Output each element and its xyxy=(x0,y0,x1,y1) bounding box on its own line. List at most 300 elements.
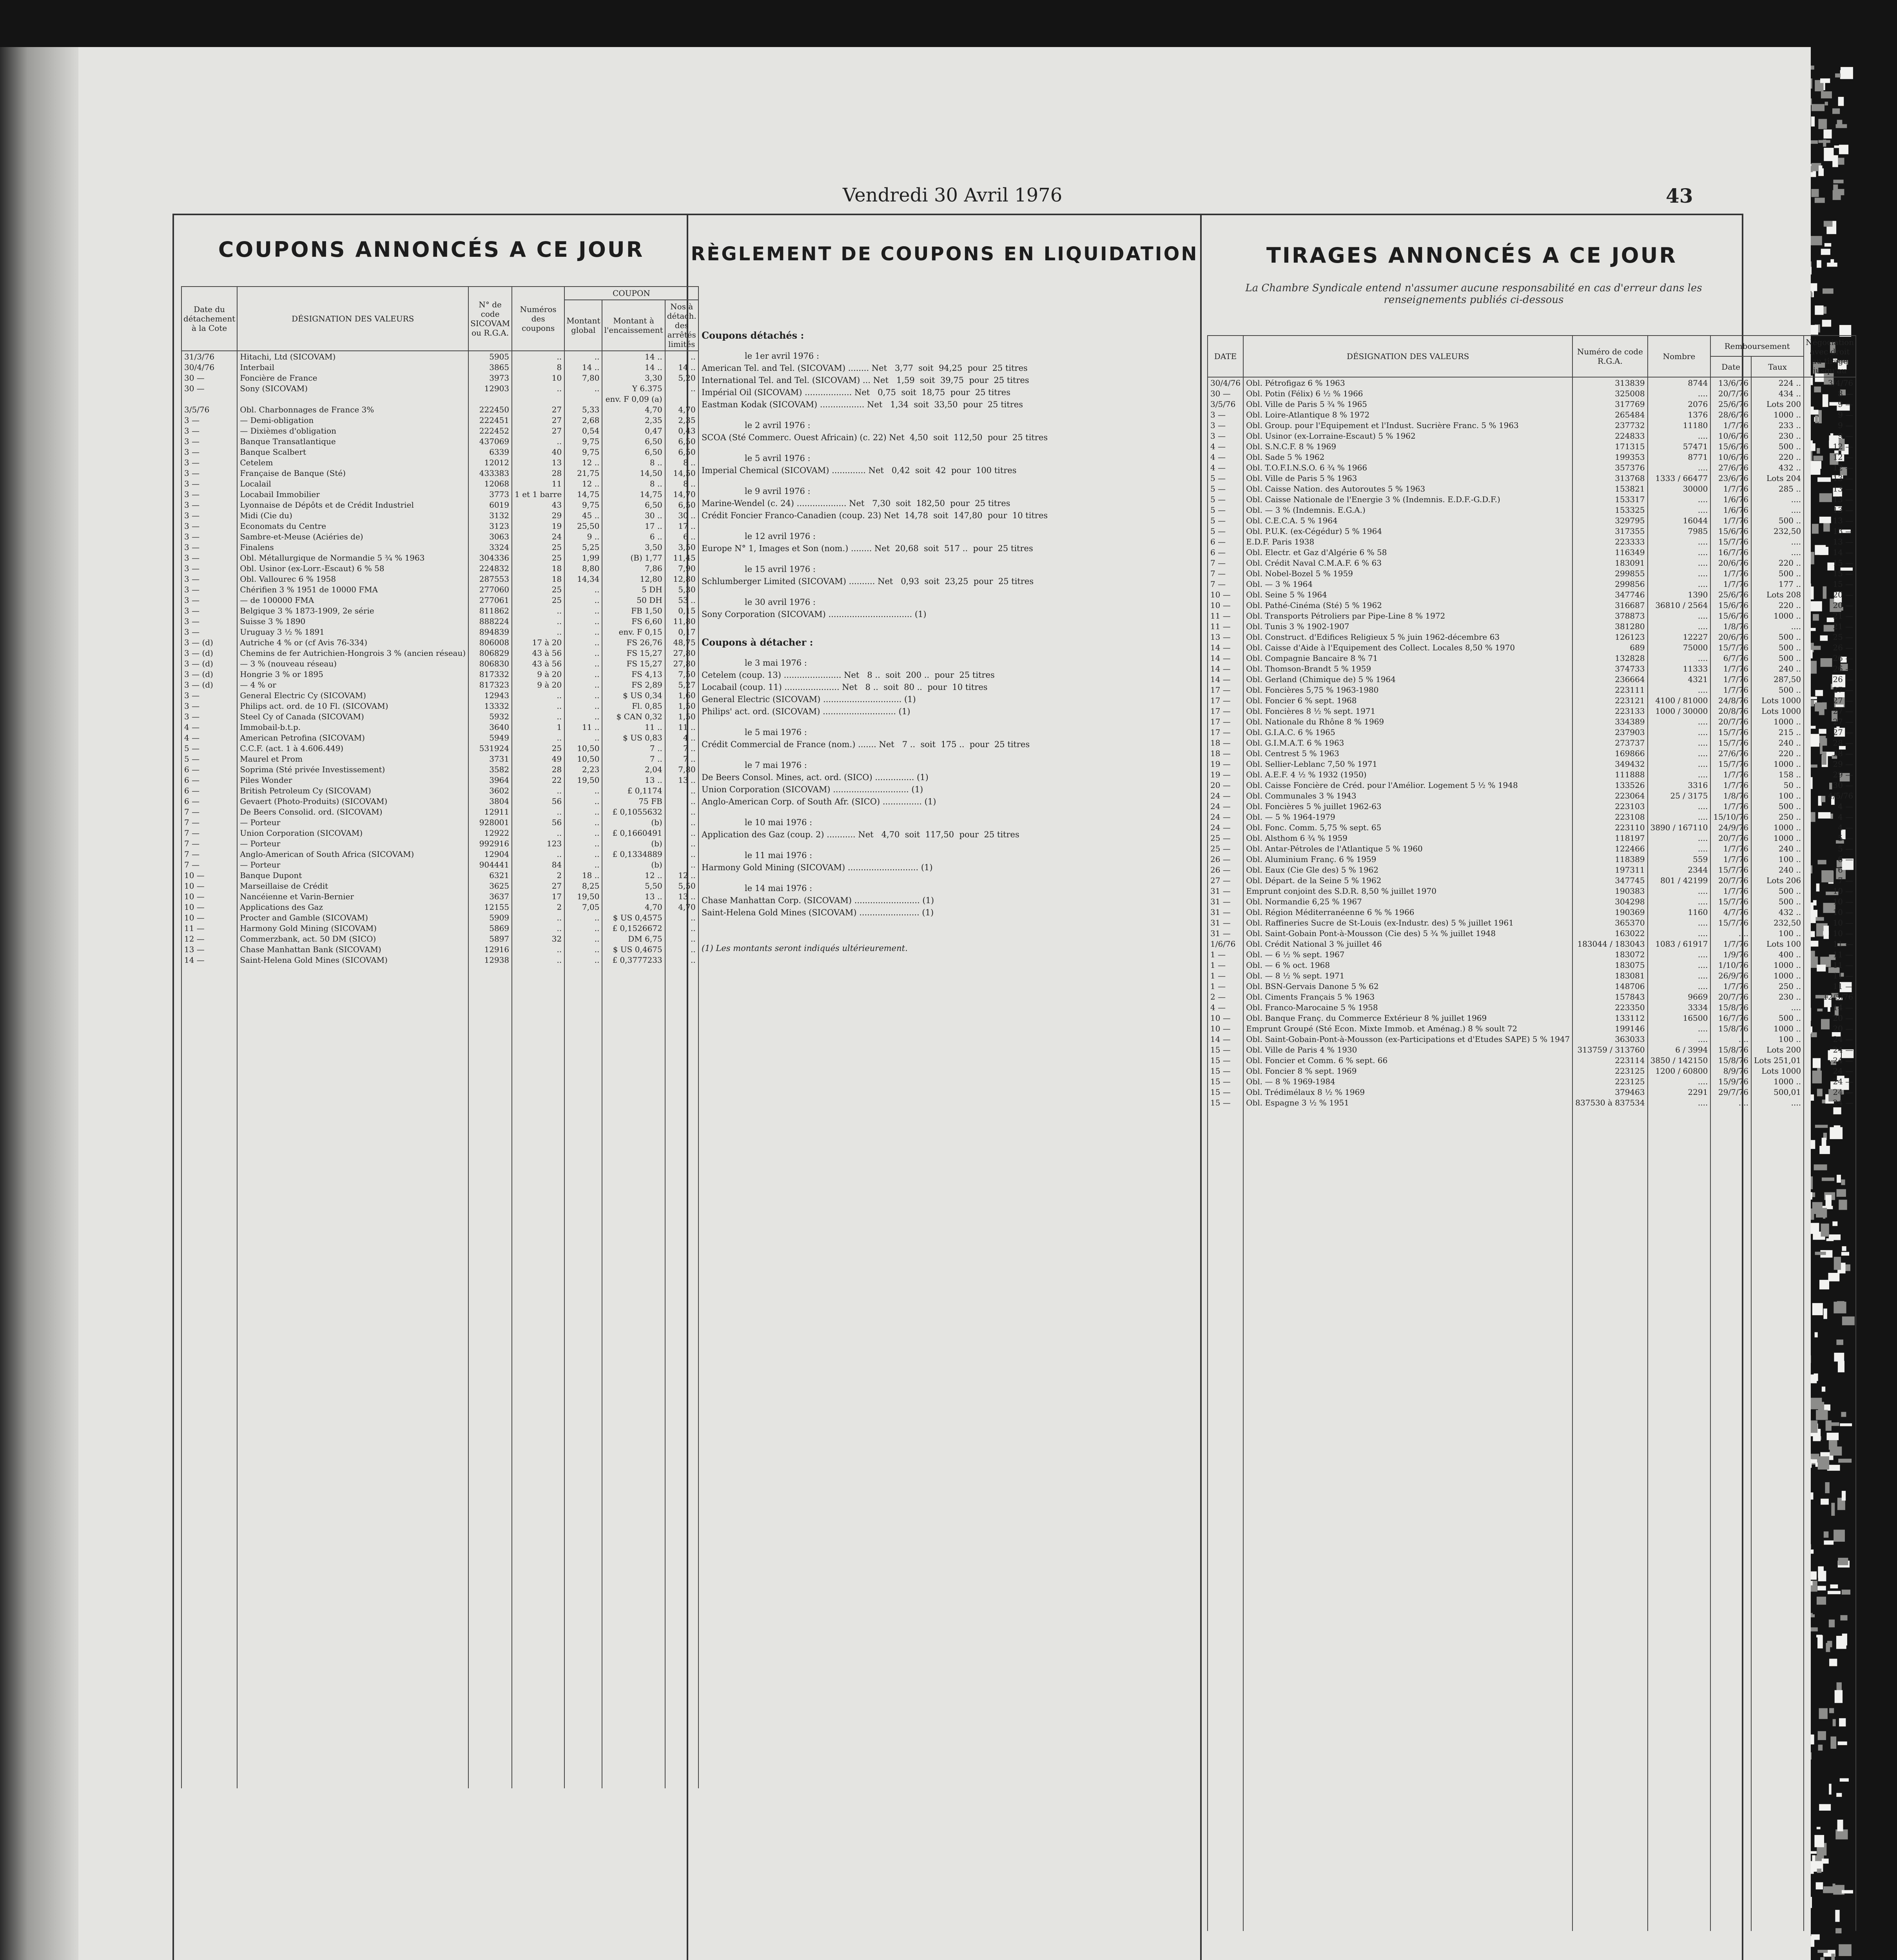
table-cell: .. xyxy=(665,912,698,923)
scan-speck xyxy=(1820,78,1830,83)
table-cell: 10 xyxy=(512,372,564,383)
table-cell: 1000 .. xyxy=(1751,759,1804,769)
table-cell: 13/6/76 xyxy=(1710,377,1751,388)
table-cell: 5 — xyxy=(1208,526,1243,536)
table-cell: .. xyxy=(564,605,602,616)
table-cell: .. xyxy=(564,584,602,595)
table-cell: 111888 xyxy=(1572,769,1647,780)
table-cell: 437069 xyxy=(468,436,512,446)
table-cell: 30 .. xyxy=(602,510,665,521)
table-cell: 84 xyxy=(512,859,564,870)
table-cell xyxy=(665,394,698,404)
table-cell: 277061 xyxy=(468,595,512,605)
table-cell: Obl. BSN-Gervais Danone 5 % 62 xyxy=(1243,981,1572,991)
table-cell: Obl. Aluminium Franç. 6 % 1959 xyxy=(1243,854,1572,864)
table-cell: 6,50 xyxy=(665,446,698,457)
table-cell: 1/8/76 xyxy=(1710,621,1751,632)
table-cell: 15 — xyxy=(1208,1055,1243,1065)
table-row xyxy=(1208,938,1856,949)
table-row xyxy=(1208,695,1856,706)
table-cell: 237732 xyxy=(1572,420,1647,430)
table-cell: (B) 1,77 xyxy=(602,552,665,563)
scan-speck xyxy=(1823,289,1834,294)
table-row xyxy=(1208,1044,1856,1055)
table-cell: 12227 xyxy=(1648,632,1711,642)
table-cell: 14,50 xyxy=(665,468,698,478)
table-cell: 17 — xyxy=(1208,706,1243,716)
table-cell: 1/7/76 xyxy=(1710,420,1751,430)
scan-speck xyxy=(1824,243,1831,247)
table-cell: 313768 xyxy=(1572,473,1647,483)
table-cell: .... xyxy=(1648,928,1711,938)
table-cell: 1390 xyxy=(1648,589,1711,600)
table-cell: Lots 100 xyxy=(1751,938,1804,949)
table-cell: 17 — xyxy=(1208,716,1243,727)
table-cell: 6 — xyxy=(1208,547,1243,557)
table-cell: .... xyxy=(1648,917,1711,928)
table-cell: 4 — xyxy=(1208,1002,1243,1013)
table-cell: 3773 xyxy=(468,489,512,499)
table-row xyxy=(1208,759,1856,769)
table-row xyxy=(1208,1065,1856,1076)
table-cell: Cetelem xyxy=(237,457,468,468)
table-cell: .. xyxy=(512,806,564,817)
table-cell: 4 — xyxy=(1804,822,1856,833)
table-cell: 15 — xyxy=(1804,568,1856,579)
table-row xyxy=(1208,960,1856,970)
table-cell: 10 — xyxy=(1208,1023,1243,1034)
table-cell: 5909 xyxy=(468,912,512,923)
table-cell: 3 — xyxy=(181,510,237,521)
table-cell: 11 — xyxy=(1804,949,1856,960)
table-cell: 118197 xyxy=(1572,833,1647,843)
table-cell: — 4 % or xyxy=(237,679,468,690)
table-row xyxy=(1208,494,1856,505)
table-cell: 14 — xyxy=(1804,547,1856,557)
table-cell: 19,50 xyxy=(564,775,602,785)
list-item: De Beers Consol. Mines, act. ord. (SICO) ............... (1) xyxy=(702,773,929,782)
table-cell: 24 — xyxy=(1208,790,1243,801)
table-cell: 299856 xyxy=(1572,579,1647,589)
table-cell: 8 .. xyxy=(602,478,665,489)
table-cell: .. xyxy=(512,849,564,859)
table-cell: .... xyxy=(1751,621,1804,632)
table-cell: 220 .. xyxy=(1751,748,1804,759)
table-cell: Obl. Crédit National 3 % juillet 46 xyxy=(1243,938,1572,949)
table-row xyxy=(1208,430,1856,441)
table-cell: 14,75 xyxy=(564,489,602,499)
table-cell: 5,50 xyxy=(602,880,665,891)
table-row xyxy=(181,351,698,362)
table-cell: 11 — xyxy=(1208,610,1243,621)
table-cell: Obl. Alsthom 6 ¾ % 1959 xyxy=(1243,833,1572,843)
table-cell: 16/7/76 xyxy=(1710,547,1751,557)
table-cell: 7,86 xyxy=(602,563,665,573)
table-row xyxy=(181,436,698,446)
table-cell: 250 .. xyxy=(1751,981,1804,991)
table-cell: 25 xyxy=(512,743,564,753)
table-cell: 434 .. xyxy=(1751,388,1804,399)
scan-speck xyxy=(1835,73,1841,77)
scan-speck xyxy=(1817,260,1821,268)
table-cell: — Porteur xyxy=(237,838,468,849)
table-cell: Obl. Caisse Foncière de Créd. pour l'Amélior. Logement 5 ½ % 1948 xyxy=(1243,780,1572,790)
table-cell: 5,20 xyxy=(665,372,698,383)
table-cell: 3 — xyxy=(181,415,237,425)
table-cell: .. xyxy=(564,626,602,637)
table-row xyxy=(1208,632,1856,642)
table-cell: 400 .. xyxy=(1751,949,1804,960)
table-cell: 9,75 xyxy=(564,436,602,446)
table-cell: Obl. Construct. d'Edifices Religieux 5 % juin 1962-décembre 63 xyxy=(1243,632,1572,642)
list-item: General Electric (SICOVAM) .............................. (1) xyxy=(702,695,916,704)
table-cell: Obl. — 8 % 1969-1984 xyxy=(1243,1076,1572,1087)
table-cell: 347745 xyxy=(1572,875,1647,886)
table-cell: Locabail Immobilier xyxy=(237,489,468,499)
table-cell: 56 xyxy=(512,796,564,806)
table-cell: 171315 xyxy=(1572,441,1647,452)
table-row xyxy=(1208,505,1856,515)
table-cell: 1000 .. xyxy=(1751,960,1804,970)
table-cell: .. xyxy=(512,923,564,933)
tirages-body xyxy=(1208,377,1856,1931)
table-cell: 806830 xyxy=(468,658,512,669)
table-cell: 329795 xyxy=(1572,515,1647,526)
list-item: Impérial Oil (SICOVAM) .................. Net 0,75 soit 18,75 pour 25 titres xyxy=(702,388,1010,397)
scan-speck xyxy=(1833,180,1843,183)
table-cell: $ US 0,4675 xyxy=(602,944,665,955)
table-cell: 6321 xyxy=(468,870,512,880)
table-cell: 10 — xyxy=(181,880,237,891)
table-row xyxy=(181,563,698,573)
table-row xyxy=(181,446,698,457)
scan-speck xyxy=(1839,1944,1852,1956)
table-cell: Soprima (Sté privée Investissement) xyxy=(237,764,468,775)
table-cell: 14 — xyxy=(1208,674,1243,684)
table-cell: .... xyxy=(1648,843,1711,854)
table-cell: 223125 xyxy=(1572,1065,1647,1076)
table-cell: 9 — xyxy=(1804,399,1856,409)
table-row xyxy=(181,711,698,722)
table-cell: 123 xyxy=(512,838,564,849)
table-cell: 3/5/76 xyxy=(181,404,237,415)
table-row xyxy=(1208,854,1856,864)
table-cell: 183075 xyxy=(1572,960,1647,970)
table-cell: General Electric Cy (SICOVAM) xyxy=(237,690,468,701)
table-cell: 3582 xyxy=(468,764,512,775)
table-row xyxy=(181,457,698,468)
scan-speck xyxy=(1818,140,1830,143)
table-cell: 30 — xyxy=(1804,780,1856,790)
table-cell: (b) xyxy=(602,838,665,849)
list-item: American Tel. and Tel. (SICOVAM) ........ Net 3,77 soit 94,25 pour 25 titres xyxy=(702,363,1028,373)
coupons-table xyxy=(181,286,699,1788)
table-cell: 24 — xyxy=(1208,801,1243,811)
table-cell: Lyonnaise de Dépôts et de Crédit Industriel xyxy=(237,499,468,510)
table-cell: 29/7/76 xyxy=(1710,1087,1751,1097)
table-cell: 21 — xyxy=(1804,610,1856,621)
table-cell: 11 — xyxy=(1804,938,1856,949)
table-cell: 163022 xyxy=(1572,928,1647,938)
table-cell: 13 .. xyxy=(665,891,698,902)
table-cell: 500 .. xyxy=(1751,653,1804,663)
col-arretes: Nos à détach. des arrêtés limités xyxy=(665,300,698,351)
table-cell: 223125 xyxy=(1572,1076,1647,1087)
block-date: le 11 mai 1976 : xyxy=(745,851,812,860)
table-cell: .. xyxy=(564,912,602,923)
table-cell: Belgique 3 % 1873-1909, 2e série xyxy=(237,605,468,616)
table-cell: 223111 xyxy=(1572,684,1647,695)
table-cell: 14,75 xyxy=(602,489,665,499)
table-cell: 14 — xyxy=(1804,1002,1856,1013)
table-cell: .... xyxy=(1648,462,1711,473)
table-cell: Obl. Potin (Félix) 6 ½ % 1966 xyxy=(1243,388,1572,399)
scan-speck xyxy=(1811,116,1815,127)
table-cell: 14 — xyxy=(181,955,237,965)
table-row-filler xyxy=(181,965,698,1788)
table-cell: .. xyxy=(564,679,602,690)
table-cell: .. xyxy=(564,648,602,658)
table-cell: 12903 xyxy=(468,383,512,394)
table-cell: 3890 / 167110 xyxy=(1648,822,1711,833)
page-number: 43 xyxy=(1666,184,1693,207)
table-cell: Autriche 4 % or (cf Avis 76-334) xyxy=(237,637,468,648)
scan-speck xyxy=(1818,119,1827,129)
table-cell: 4/5/76 xyxy=(1804,790,1856,801)
table-cell: .... xyxy=(1648,949,1711,960)
table-cell: $ US 0,34 xyxy=(602,690,665,701)
table-cell: 500 .. xyxy=(1751,896,1804,907)
table-cell: 904441 xyxy=(468,859,512,870)
table-cell: 378873 xyxy=(1572,610,1647,621)
table-cell: 363033 xyxy=(1572,1034,1647,1044)
table-cell: .. xyxy=(564,637,602,648)
table-cell: Obl. Ciments Français 5 % 1963 xyxy=(1243,991,1572,1002)
table-cell: 1/6/76 xyxy=(1208,938,1243,949)
block-date: le 30 avril 1976 : xyxy=(745,597,816,607)
table-cell: 5 — xyxy=(1208,473,1243,483)
table-cell: 15/9/76 xyxy=(1710,1076,1751,1087)
table-cell: 12 .. xyxy=(564,478,602,489)
table-cell: Obl. Trédimélaux 8 ½ % 1969 xyxy=(1243,1087,1572,1097)
table-cell: 11333 xyxy=(1648,663,1711,674)
table-row xyxy=(1208,843,1856,854)
scan-speck xyxy=(1824,221,1833,227)
table-cell: 56 xyxy=(512,817,564,828)
table-cell: 223103 xyxy=(1572,801,1647,811)
table-cell: 1000 / 30000 xyxy=(1648,706,1711,716)
table-cell: Obl. P.U.K. (ex-Cégédur) 5 % 1964 xyxy=(1243,526,1572,536)
table-cell: 27 — xyxy=(1804,695,1856,706)
table-cell: .. xyxy=(564,923,602,933)
table-cell: 26 — xyxy=(1208,854,1243,864)
table-cell: .. xyxy=(665,806,698,817)
table-cell: 27 xyxy=(512,880,564,891)
col-t-date: DATE xyxy=(1208,336,1243,377)
scan-speck xyxy=(1821,249,1830,255)
table-cell: 21 — xyxy=(1804,621,1856,632)
table-cell: Obl. Seine 5 % 1964 xyxy=(1243,589,1572,600)
table-cell: 223350 xyxy=(1572,1002,1647,1013)
table-cell: 14,70 xyxy=(665,489,698,499)
table-cell: 27 — xyxy=(1804,716,1856,727)
table-cell: 100 .. xyxy=(1751,928,1804,938)
table-row xyxy=(181,828,698,838)
list-item: Schlumberger Limited (SICOVAM) .......... Net 0,93 soit 23,25 pour 25 titres xyxy=(702,577,1034,586)
table-cell: 15/8/76 xyxy=(1710,1044,1751,1055)
table-cell: 6 — xyxy=(181,785,237,796)
table-cell: .... xyxy=(1648,494,1711,505)
table-cell: .. xyxy=(564,849,602,859)
table-cell: 2 xyxy=(512,902,564,912)
col-t-nombre: Nombre xyxy=(1648,336,1711,377)
table-cell: 3132 xyxy=(468,510,512,521)
scan-speck xyxy=(1830,259,1834,266)
table-cell: .. xyxy=(564,828,602,838)
table-cell: 6,50 xyxy=(665,499,698,510)
table-cell: .. xyxy=(564,944,602,955)
table-cell: 3 — (d) xyxy=(181,669,237,679)
table-cell: 27,80 xyxy=(665,648,698,658)
table-cell: 1/6/76 xyxy=(1710,494,1751,505)
table-cell: FS 26,76 xyxy=(602,637,665,648)
table-cell: 2,35 xyxy=(602,415,665,425)
table-cell: Lots 208 xyxy=(1751,589,1804,600)
table-cell: .. xyxy=(665,933,698,944)
table-cell: 5,25 xyxy=(564,542,602,552)
table-cell: Obl. Usinor (ex-Lorr.-Escaut) 6 % 58 xyxy=(237,563,468,573)
table-cell: 12904 xyxy=(468,849,512,859)
table-cell: 3625 xyxy=(468,880,512,891)
table-cell: 1000 .. xyxy=(1751,409,1804,420)
table-row xyxy=(181,394,698,404)
table-cell: 26 — xyxy=(1804,653,1856,663)
table-cell: 24 — xyxy=(1804,1055,1856,1065)
table-row xyxy=(181,690,698,701)
table-cell: — Porteur xyxy=(237,817,468,828)
table-cell: 13 — xyxy=(1804,505,1856,515)
table-cell: 16500 xyxy=(1648,1013,1711,1023)
table-cell: Obl. Métallurgique de Normandie 5 ¾ % 1963 xyxy=(237,552,468,563)
table-cell: 13 — xyxy=(1804,473,1856,483)
table-cell: 3 — (d) xyxy=(181,658,237,669)
table-cell: 15/6/76 xyxy=(1710,441,1751,452)
table-cell: 6 — xyxy=(181,796,237,806)
table-row xyxy=(1208,1002,1856,1013)
table-row xyxy=(1208,981,1856,991)
table-cell: 223333 xyxy=(1572,536,1647,547)
scan-speck xyxy=(1819,165,1822,174)
table-row xyxy=(1208,1087,1856,1097)
table-cell: 15/7/76 xyxy=(1710,896,1751,907)
table-cell: .... xyxy=(1710,928,1751,938)
table-cell: 7 — xyxy=(181,806,237,817)
table-cell: 6,50 xyxy=(602,446,665,457)
table-cell: 240 .. xyxy=(1751,864,1804,875)
table-cell: 2 xyxy=(512,870,564,880)
table-cell: 12 .. xyxy=(564,457,602,468)
table-cell: 28 — xyxy=(1804,748,1856,759)
table-cell: Obl. — 3 % 1964 xyxy=(1243,579,1572,589)
table-cell: 19 — xyxy=(1208,769,1243,780)
table-cell: 183072 xyxy=(1572,949,1647,960)
table-cell: 4 — xyxy=(1804,801,1856,811)
table-cell-filler xyxy=(1710,1108,1751,1931)
table-cell: 24 — xyxy=(1208,822,1243,833)
table-cell: 3 — xyxy=(181,605,237,616)
table-row xyxy=(181,743,698,753)
block-date: le 7 mai 1976 : xyxy=(745,760,807,770)
table-cell: 3 — xyxy=(181,573,237,584)
table-cell: 17 — xyxy=(1208,695,1243,706)
table-cell: 222451 xyxy=(468,415,512,425)
table-cell: 1/7/76 xyxy=(1710,843,1751,854)
table-cell: 230 .. xyxy=(1751,991,1804,1002)
table-cell: .. xyxy=(665,828,698,838)
table-row xyxy=(181,489,698,499)
table-cell: 8,25 xyxy=(564,880,602,891)
table-cell: 17 .. xyxy=(602,521,665,531)
table-cell: Obl. Sade 5 % 1962 xyxy=(1243,452,1572,462)
table-row xyxy=(1208,1013,1856,1023)
table-cell: 6019 xyxy=(468,499,512,510)
table-cell: 223121 xyxy=(1572,695,1647,706)
table-cell: Obl. — 6 ½ % sept. 1967 xyxy=(1243,949,1572,960)
table-cell: 233 .. xyxy=(1751,420,1804,430)
table-cell: 13 — xyxy=(1804,494,1856,505)
table-cell: 2,68 xyxy=(564,415,602,425)
table-cell: 29 — xyxy=(1804,759,1856,769)
table-cell: 1000 .. xyxy=(1751,716,1804,727)
table-cell: 1 — xyxy=(1208,949,1243,960)
table-row xyxy=(181,637,698,648)
table-cell: 7 — xyxy=(1208,557,1243,568)
col-designation: DÉSIGNATION DES VALEURS xyxy=(237,287,468,351)
scan-speck xyxy=(1821,91,1832,98)
table-cell: 11 — xyxy=(181,923,237,933)
table-cell: 5949 xyxy=(468,732,512,743)
table-cell: .... xyxy=(1648,886,1711,896)
table-cell: 18 — xyxy=(1208,737,1243,748)
table-cell: 3,50 xyxy=(665,542,698,552)
col-group-coupon: COUPON xyxy=(564,287,698,300)
table-cell: Obl. Loire-Atlantique 8 % 1972 xyxy=(1243,409,1572,420)
table-cell: 15/7/76 xyxy=(1710,737,1751,748)
table-cell: .... xyxy=(1648,579,1711,589)
table-cell: .... xyxy=(1751,536,1804,547)
table-cell: 5 — xyxy=(1208,483,1243,494)
table-row xyxy=(181,425,698,436)
table-cell: 9 à 20 xyxy=(512,669,564,679)
scan-speck xyxy=(1834,145,1844,148)
table-cell: 3640 xyxy=(468,722,512,732)
table-cell: 3850 / 142150 xyxy=(1648,1055,1711,1065)
table-cell: .. xyxy=(512,383,564,394)
table-row xyxy=(1208,536,1856,547)
table-row xyxy=(1208,420,1856,430)
table-cell: Lots 200 xyxy=(1751,1044,1804,1055)
table-cell: 25/6/76 xyxy=(1710,589,1751,600)
table-cell: 197311 xyxy=(1572,864,1647,875)
table-cell: Obl. S.N.C.F. 8 % 1969 xyxy=(1243,441,1572,452)
table-row xyxy=(181,626,698,637)
table-cell: 1/7/76 xyxy=(1710,801,1751,811)
table-cell: Française de Banque (Sté) xyxy=(237,468,468,478)
table-cell: $ US 0,83 xyxy=(602,732,665,743)
table-cell: 7 — xyxy=(1208,579,1243,589)
block-date: le 5 avril 1976 : xyxy=(745,454,811,463)
table-cell: 3 — xyxy=(181,711,237,722)
